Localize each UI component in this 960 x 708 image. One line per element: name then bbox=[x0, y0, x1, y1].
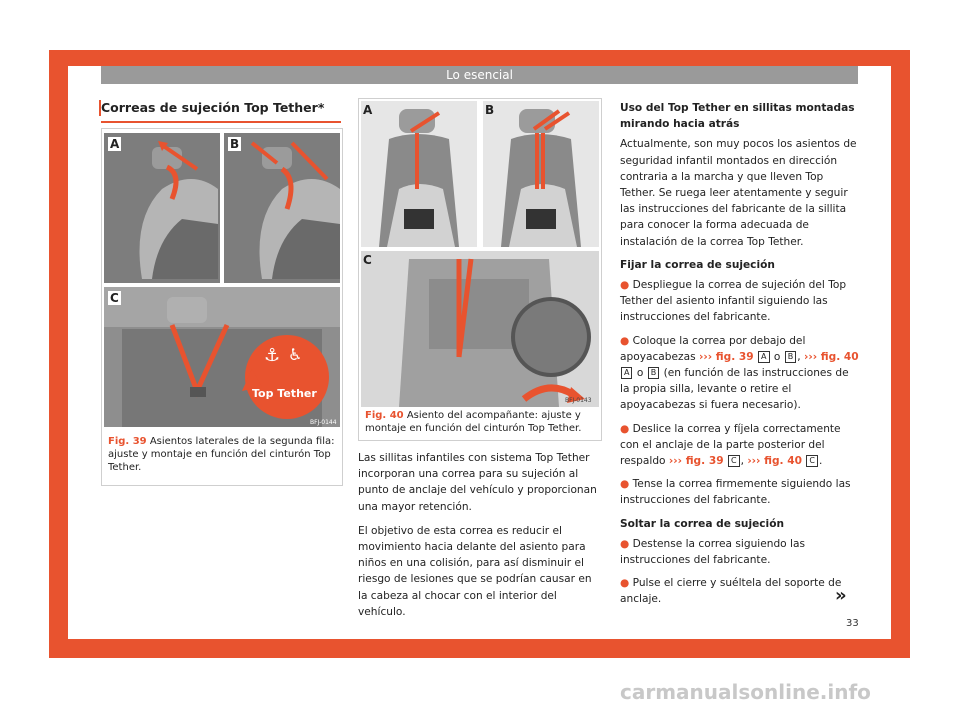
fig39-caption-number: Fig. 39 bbox=[108, 436, 147, 447]
body-column-2 bbox=[358, 450, 602, 628]
fig40-caption-number: Fig. 40 bbox=[365, 410, 404, 421]
figure-39-illustration bbox=[102, 129, 342, 429]
fig40-link[interactable]: ››› fig. 40 bbox=[804, 350, 859, 363]
purpose-paragraph: El objetivo de esta correa es reducir el movimiento hacia delante del asiento para niños en una colisión, para así disminuir el riesgo de lesiones que se podrían causar en la cabeza al chocar con el interior del vehículo. bbox=[358, 524, 592, 618]
section-title: Correas de sujeción Top Tether* bbox=[101, 100, 325, 115]
fasten-step-2-text: Coloque la correa por debajo del apoyacabezas bbox=[620, 334, 806, 363]
figure-40-illustration bbox=[359, 99, 601, 409]
bullet-icon: ● bbox=[620, 422, 630, 435]
fig40-label-a: A bbox=[363, 103, 373, 117]
section-rule bbox=[101, 121, 341, 123]
page-header: Lo esencial bbox=[101, 66, 858, 84]
fasten-step-3-text: Deslice la correa y fíjela correctamente con el anclaje de la parte posterior del respaldo bbox=[620, 422, 841, 468]
bullet-icon: ● bbox=[620, 334, 630, 347]
fig39-label-b: B bbox=[230, 137, 240, 151]
fasten-step-1 bbox=[620, 277, 860, 326]
fig39-code: BFJ-0144 bbox=[310, 419, 337, 426]
key-b: B bbox=[648, 367, 660, 379]
release-step-2-text: Pulse el cierre y suéltela del soporte de anclaje. bbox=[620, 577, 842, 606]
fig39-label-a: A bbox=[110, 137, 120, 151]
fig39-caption-text: Asientos laterales de la segunda fila: ajuste y montaje en función del cinturón Top Tether. bbox=[108, 436, 335, 473]
fig39-caption bbox=[108, 435, 336, 474]
key-b: B bbox=[785, 351, 797, 363]
key-a: A bbox=[758, 351, 769, 363]
release-heading: Soltar la correa de sujeción bbox=[620, 517, 785, 530]
fig39-link[interactable]: ››› fig. 39 bbox=[668, 455, 724, 468]
figure-39 bbox=[101, 128, 343, 486]
figure-40 bbox=[358, 98, 602, 441]
page-number: 33 bbox=[846, 618, 859, 629]
bullet-icon: ● bbox=[620, 478, 630, 491]
body-column-3 bbox=[620, 100, 860, 615]
fasten-step-4-text: Tense la correa firmemente siguiendo las instrucciones del fabricante. bbox=[620, 478, 851, 507]
conj-o: o bbox=[773, 350, 781, 363]
release-step-1 bbox=[620, 536, 860, 568]
watermark: carmanualsonline.info bbox=[620, 680, 871, 704]
key-a: A bbox=[621, 367, 632, 379]
fig40-label-b: B bbox=[485, 103, 495, 117]
conj-o: o bbox=[636, 367, 644, 380]
bullet-icon: ● bbox=[620, 577, 630, 590]
release-step-1-text: Destense la correa siguiendo las instrucciones del fabricante. bbox=[620, 537, 805, 567]
fasten-step-3: ● Deslice la correa y fíjela correctamente con el anclaje de la parte posterior del respaldo ››› fig. 39 C , ››› fig. 40 C . bbox=[620, 422, 841, 468]
fig39-link[interactable]: ››› fig. 39 bbox=[698, 350, 754, 363]
rear-facing-heading: Uso del Top Tether en sillitas montadas mirando hacia atrás bbox=[620, 102, 855, 131]
fig40-caption-text: Asiento del acompañante: ajuste y montaje en función del cinturón Top Tether. bbox=[365, 410, 582, 434]
fasten-step-1-text: Despliegue la correa de sujeción del Top Tether del asiento infantil siguiendo las instrucciones del fabricante. bbox=[620, 279, 847, 324]
key-c: C bbox=[806, 455, 818, 467]
fig40-code: BFJ-0143 bbox=[565, 397, 592, 404]
release-step-2 bbox=[620, 575, 860, 607]
key-c: C bbox=[728, 455, 740, 467]
continue-icon: » bbox=[835, 585, 847, 606]
fig40-link[interactable]: ››› fig. 40 bbox=[747, 455, 802, 468]
rear-facing-paragraph: Actualmente, son muy pocos los asientos de seguridad infantil montados en dirección contraria a la marcha y que lleven Top Tether. Se ruega leer atentamente y seguir las instrucciones del fabricante de la sillita para conocer la forma adecuada de instalación de la correa Top Tether. bbox=[620, 138, 857, 248]
anchor-icon: ⚓ bbox=[264, 345, 281, 366]
fasten-step-4 bbox=[620, 476, 860, 508]
bullet-icon: ● bbox=[620, 537, 630, 550]
fasten-step-2: ● Coloque la correa por debajo del apoyacabezas ››› fig. 39 A o B , ››› fig. 40 A o B (en función de las instrucciones de la propia silla, levante o retire el apoyacabezas si fuera necesario). bbox=[620, 334, 859, 412]
fig39-label-c: C bbox=[110, 291, 119, 305]
fasten-step-2-note: (en función de las instrucciones de la propia silla, levante o retire el apoyacabezas si fuera necesario). bbox=[620, 367, 849, 412]
fig40-label-c: C bbox=[363, 253, 372, 267]
top-tether-badge: Top Tether bbox=[252, 387, 317, 400]
intro-paragraph: Las sillitas infantiles con sistema Top Tether incorporan una correa para su sujeción al punto de anclaje del vehículo y proporcionan una mayor retención. bbox=[358, 452, 597, 513]
fig40-caption bbox=[365, 409, 595, 435]
fasten-heading: Fijar la correa de sujeción bbox=[620, 258, 775, 271]
bullet-icon: ● bbox=[620, 279, 630, 292]
child-seat-icon: ♿ bbox=[288, 345, 303, 364]
